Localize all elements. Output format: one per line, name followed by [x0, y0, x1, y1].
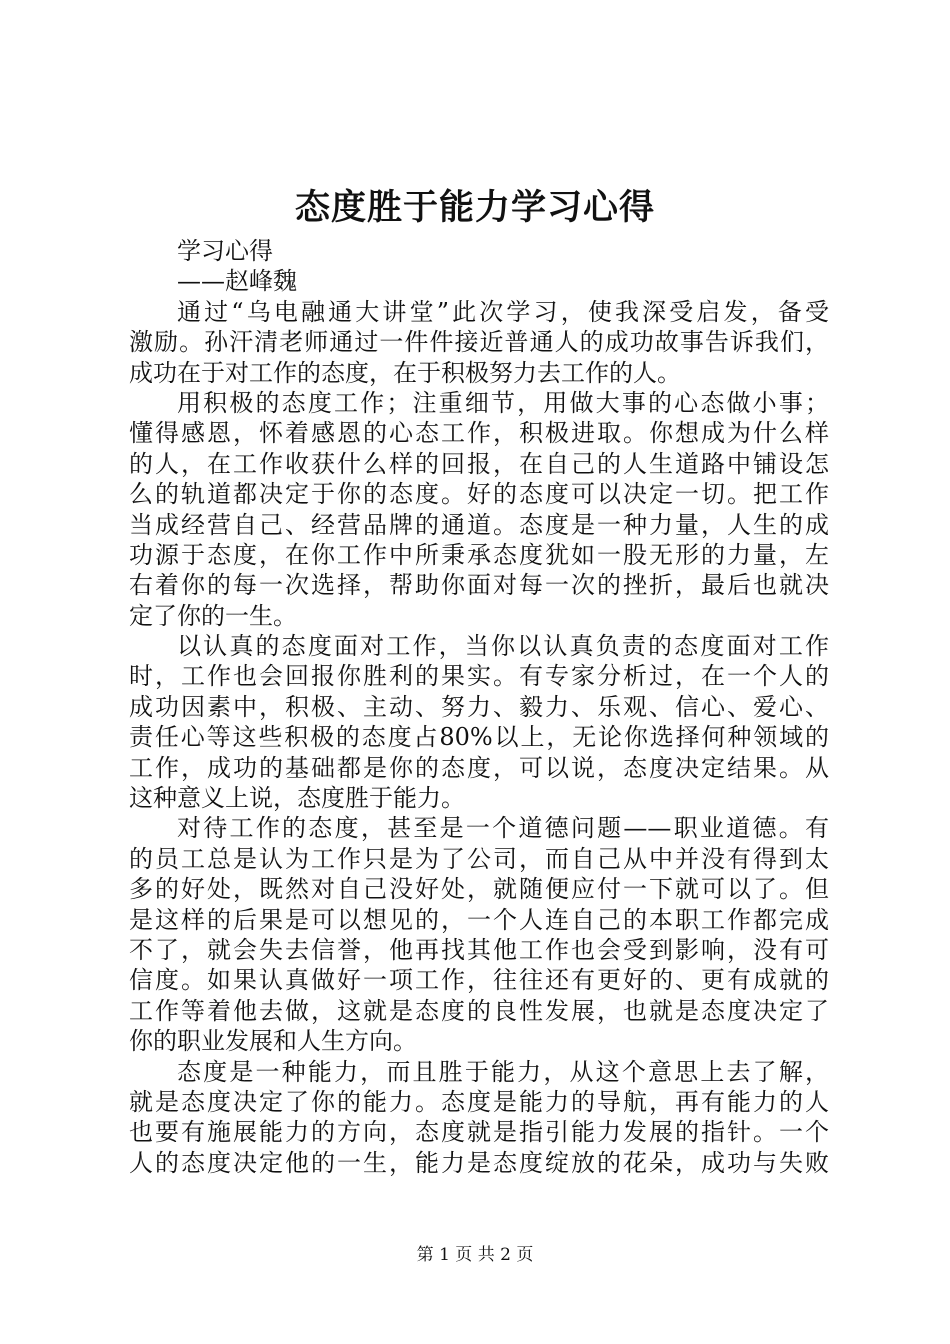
- text-line: 么的轨道都决定于你的态度。好的态度可以决定一切。把工作: [129, 480, 829, 509]
- text-line: 信度。如果认真做好一项工作，往往还有更好的、更有成就的: [129, 966, 829, 995]
- text-line: 的人，在工作收获什么样的回报，在自己的人生道路中铺设怎: [129, 449, 829, 478]
- text-line: 也要有施展能力的方向，态度就是指引能力发展的指针。一个: [129, 1118, 829, 1147]
- text-line: 以认真的态度面对工作，当你以认真负责的态度面对工作: [177, 632, 829, 661]
- document-body: [129, 236, 829, 1178]
- text-line: 懂得感恩，怀着感恩的心态工作，积极进取。你想成为什么样: [129, 419, 829, 448]
- text-line: 成功因素中，积极、主动、努力、毅力、乐观、信心、爱心、: [129, 692, 829, 721]
- text-line: 时，工作也会回报你胜利的果实。有专家分析过，在一个人的: [129, 662, 829, 691]
- page-footer: 第 1 页 共 2 页: [416, 1245, 534, 1265]
- text-line: 多的好处，既然对自己没好处，就随便应付一下就可以了。但: [129, 875, 829, 904]
- text-line: ——赵峰魏: [177, 267, 297, 296]
- text-line: 工作，成功的基础都是你的态度，可以说，态度决定结果。从: [129, 753, 829, 782]
- text-line: 激励。孙汗清老师通过一件件接近普通人的成功故事告诉我们，: [129, 328, 829, 357]
- text-line: 工作等着他去做，这就是态度的良性发展，也就是态度决定了: [129, 996, 829, 1025]
- text-line: 成功在于对工作的态度，在于积极努力去工作的人。: [129, 358, 681, 387]
- text-line: 当成经营自己、经营品牌的通道。态度是一种力量，人生的成: [129, 510, 829, 539]
- text-line: 通过“乌电融通大讲堂”此次学习，使我深受启发，备受: [177, 297, 829, 326]
- text-line: 右着你的每一次选择，帮助你面对每一次的挫折，最后也就决: [129, 571, 829, 600]
- text-line: 就是态度决定了你的能力。态度是能力的导航，再有能力的人: [129, 1087, 829, 1116]
- text-line: 不了，就会失去信誉，他再找其他工作也会受到影响，没有可: [129, 935, 829, 964]
- text-line: 学习心得: [177, 237, 273, 265]
- text-line: 人的态度决定他的一生，能力是态度绽放的花朵，成功与失败: [129, 1148, 829, 1177]
- text-line: 是这样的后果是可以想见的，一个人连自己的本职工作都完成: [129, 905, 829, 934]
- text-line: 的员工总是认为工作只是为了公司，而自己从中并没有得到太: [129, 844, 829, 873]
- text-line: 你的职业发展和人生方向。: [129, 1027, 417, 1056]
- text-line: 功源于态度，在你工作中所秉承态度犹如一股无形的力量，左: [129, 540, 829, 569]
- text-line: 这种意义上说，态度胜于能力。: [129, 784, 465, 813]
- text-line: 定了你的一生。: [129, 601, 297, 630]
- text-line: 责任心等这些积极的态度占80%以上，无论你选择何种领域的: [129, 723, 829, 752]
- text-line: 态度是一种能力，而且胜于能力，从这个意思上去了解，: [177, 1057, 829, 1086]
- page-title: 态度胜于能力学习心得: [294, 187, 655, 228]
- text-line: 用积极的态度工作；注重细节，用做大事的心态做小事；: [177, 388, 829, 417]
- text-line: 对待工作的态度，甚至是一个道德问题——职业道德。有: [177, 814, 829, 843]
